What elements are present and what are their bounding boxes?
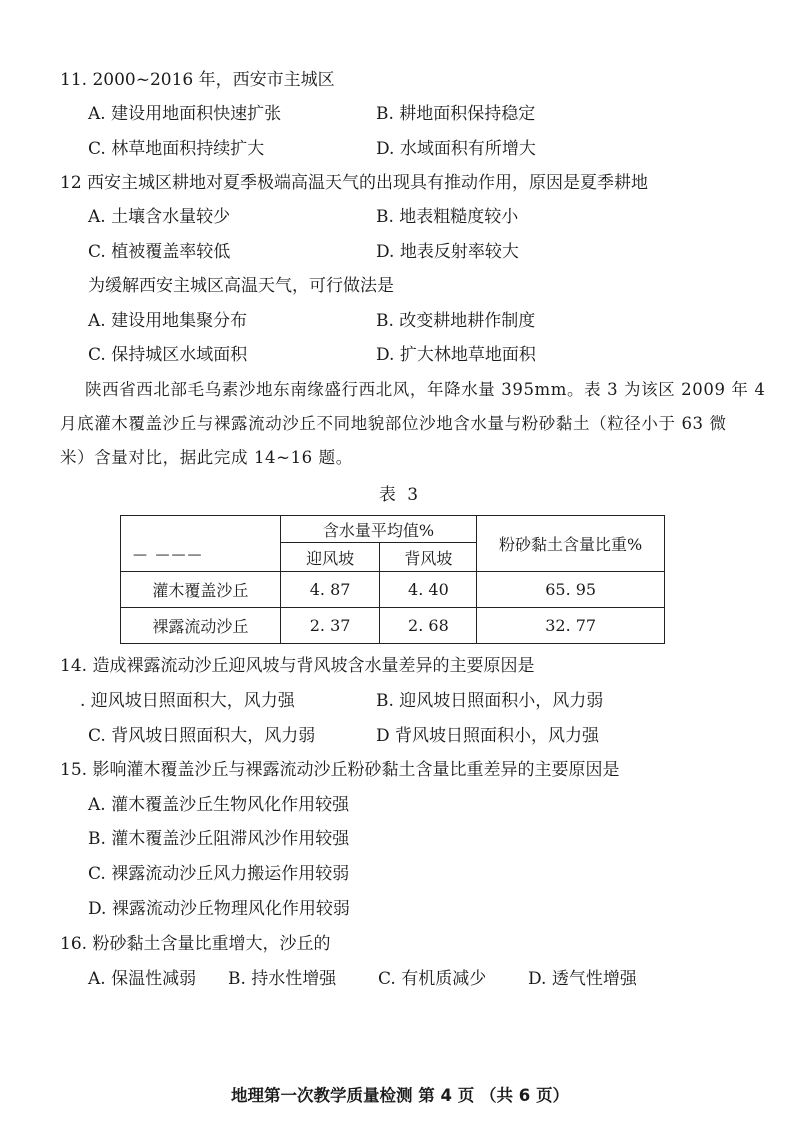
question-15-option-c: C. 裸露流动沙丘风力搬运作用较弱 — [88, 864, 350, 884]
question-11-option-b: B. 耕地面积保持稳定 — [376, 104, 536, 124]
question-11-option-d: D. 水域面积有所增大 — [376, 139, 536, 159]
question-13-option-a: A. 建设用地集聚分布 — [88, 311, 248, 331]
question-16-option-c: C. 有机质减少 — [378, 969, 487, 989]
row-silt-value: 32. 77 — [477, 608, 665, 644]
question-12-option-b: B. 地表粗糙度较小 — [376, 207, 519, 227]
header-silt-clay: 粉砂黏土含量比重% — [477, 516, 665, 572]
question-14-option-b: B. 迎风坡日照面积小，风力弱 — [376, 691, 604, 711]
question-14-option-a: . 迎风坡日照面积大，风力强 — [80, 691, 295, 711]
row-windward-value: 2. 37 — [280, 608, 380, 644]
row-silt-value: 65. 95 — [477, 572, 665, 608]
question-11-stem: 11. 2000~2016 年，西安市主城区 — [60, 70, 335, 90]
page-footer: 地理第一次教学质量检测 第 4 页 （共 6 页） — [231, 1086, 569, 1105]
passage-line-1: 陕西省西北部毛乌素沙地东南缘盛行西北风，年降水量 395mm。表 3 为该区 2009 年 4 — [85, 380, 766, 399]
header-windward: 迎风坡 — [280, 543, 380, 572]
header-leeward: 背风坡 — [380, 543, 477, 572]
row-leeward-value: 2. 68 — [380, 608, 477, 644]
question-14-option-d: D 背风坡日照面积小，风力强 — [376, 726, 600, 746]
question-13-option-d: D. 扩大林地草地面积 — [376, 345, 536, 365]
question-13-option-c: C. 保持城区水域面积 — [88, 345, 248, 365]
question-16-option-d: D. 透气性增强 — [528, 969, 637, 989]
question-16-stem: 16. 粉砂黏土含量比重增大，沙丘的 — [60, 934, 331, 954]
question-11-option-c: C. 林草地面积持续扩大 — [88, 139, 265, 159]
question-13-stem: 为缓解西安主城区高温天气，可行做法是 — [88, 276, 394, 296]
question-12-stem: 12 西安主城区耕地对夏季极端高温天气的出现具有推动作用，原因是夏季耕地 — [60, 173, 649, 193]
question-16-option-b: B. 持水性增强 — [228, 969, 337, 989]
question-14-option-c: C. 背风坡日照面积大，风力弱 — [88, 726, 316, 746]
passage-line-3: 米）含量对比，据此完成 14~16 题。 — [60, 448, 353, 467]
row-leeward-value: 4. 40 — [380, 572, 477, 608]
table-corner-mark: — ——— — [133, 547, 204, 563]
table-row — [121, 572, 665, 608]
question-13-option-b: B. 改变耕地耕作制度 — [376, 311, 536, 331]
question-12-option-d: D. 地表反射率较大 — [376, 242, 519, 262]
question-16-option-a: A. 保温性减弱 — [88, 969, 197, 989]
question-15-option-b: B. 灌木覆盖沙丘阻滞风沙作用较强 — [88, 829, 350, 849]
row-windward-value: 4. 87 — [280, 572, 380, 608]
table-corner-cell — [121, 516, 281, 572]
row-name: 灌木覆盖沙丘 — [121, 572, 281, 608]
question-11-option-a: A. 建设用地面积快速扩张 — [88, 104, 282, 124]
row-name: 裸露流动沙丘 — [121, 608, 281, 644]
question-12-option-a: A. 土壤含水量较少 — [88, 207, 231, 227]
question-15-option-a: A. 灌木覆盖沙丘生物风化作用较强 — [88, 795, 350, 815]
passage-line-2: 月底灌木覆盖沙丘与裸露流动沙丘不同地貌部位沙地含水量与粉砂黏土（粒径小于 63 微 — [60, 414, 727, 433]
question-12-option-c: C. 植被覆盖率较低 — [88, 242, 231, 262]
header-water-content: 含水量平均值% — [280, 516, 477, 543]
table-caption: 表 3 — [378, 485, 422, 505]
question-15-option-d: D. 裸露流动沙丘物理风化作用较弱 — [88, 899, 350, 919]
question-15-stem: 15. 影响灌木覆盖沙丘与裸露流动沙丘粉砂黏土含量比重差异的主要原因是 — [60, 760, 620, 780]
data-table — [120, 515, 665, 644]
table-row — [121, 608, 665, 644]
question-14-stem: 14. 造成裸露流动沙丘迎风坡与背风坡含水量差异的主要原因是 — [60, 656, 535, 676]
